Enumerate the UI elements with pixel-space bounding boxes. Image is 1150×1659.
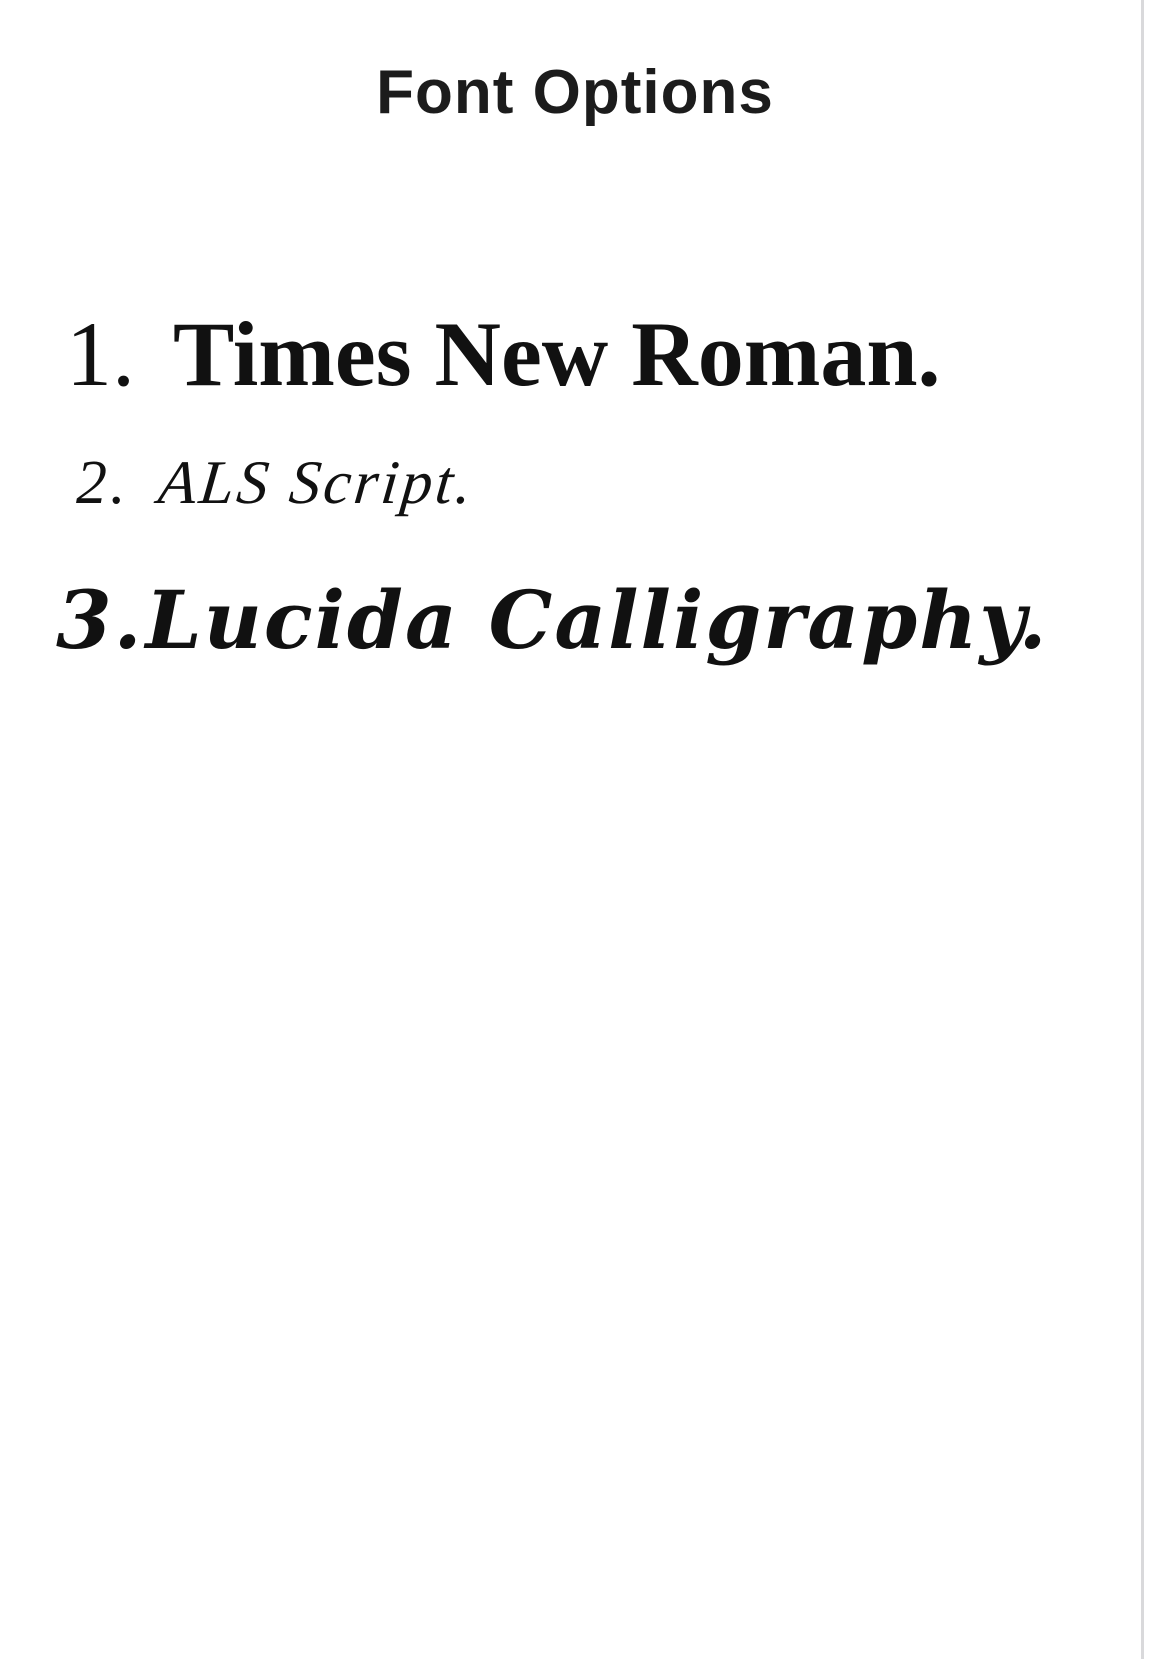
page-title: Font Options xyxy=(376,58,774,127)
font-item-name: Lucida Calligraphy. xyxy=(145,573,1049,667)
font-item-name: ALS Script. xyxy=(154,449,478,517)
font-item-number: 1. xyxy=(66,303,135,405)
font-item-name: Times New Roman. xyxy=(173,303,941,405)
font-list-item-als-script xyxy=(76,449,478,517)
page-edge-line xyxy=(1141,0,1144,1659)
font-list-item-times-new-roman xyxy=(66,303,941,405)
font-item-number: 2. xyxy=(76,449,129,517)
font-list-item-lucida-calligraphy xyxy=(56,573,1049,667)
font-item-number: 3. xyxy=(56,573,144,667)
